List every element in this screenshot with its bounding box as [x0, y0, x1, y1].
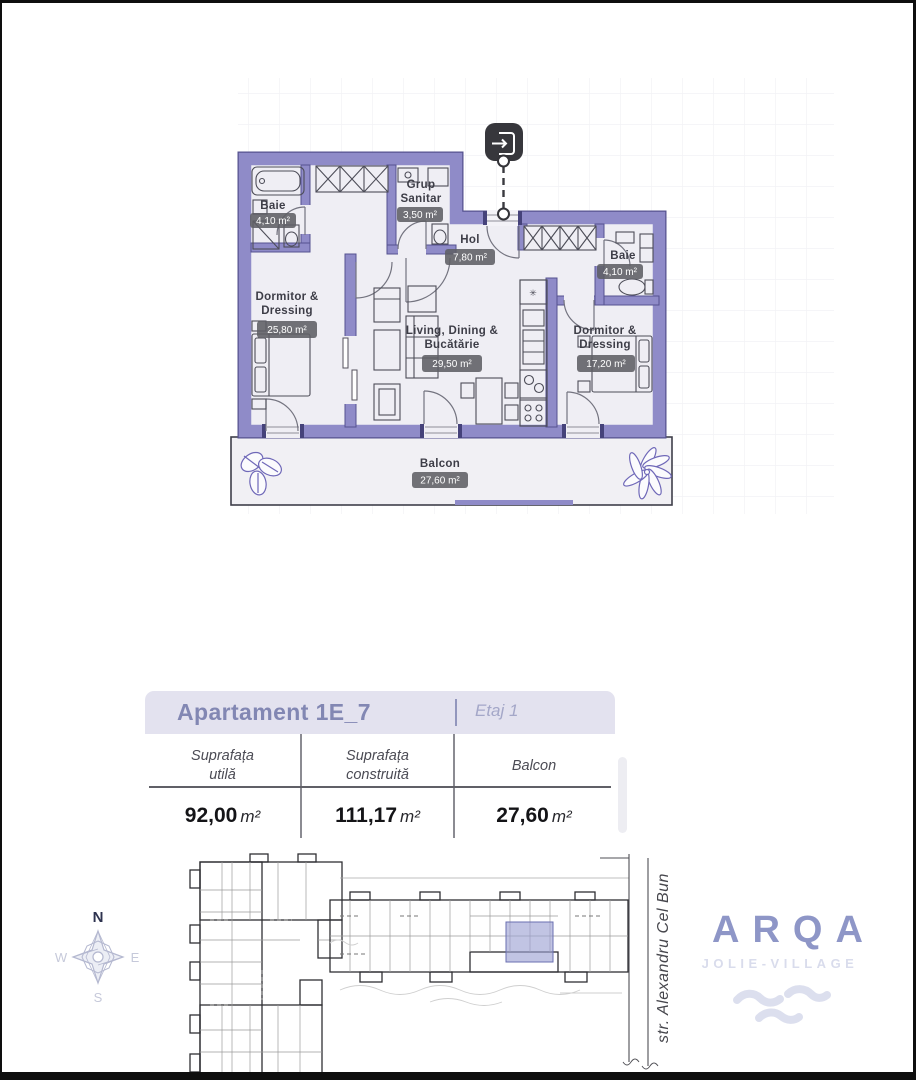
room-area-dorm-right: 17,20 m² [586, 359, 626, 370]
apartment-title: Apartament 1E_7 [177, 699, 371, 725]
room-label-dorm-left-1: Dormitor & [255, 291, 319, 303]
room-label-dorm-right-2: Dressing [579, 339, 631, 351]
compass-s: S [93, 990, 103, 1005]
balcony [231, 437, 672, 505]
room-label-baie-left: Baie [260, 200, 286, 212]
room-area-dorm-left: 25,80 m² [267, 325, 307, 336]
compass-w: W [54, 950, 68, 965]
room-area-grup: 3,50 m² [403, 210, 437, 221]
apartment-info-table [145, 691, 615, 838]
pocket-door-leaf [352, 370, 357, 400]
info-table-body [145, 734, 615, 838]
room-label-dorm-left-2: Dressing [261, 305, 313, 317]
room-label-living-1: Living, Dining & [405, 325, 499, 337]
col1-label-line1: Suprafața [191, 748, 254, 765]
col3-label-line1: Balcon [511, 757, 557, 774]
side-accent-pill [618, 757, 627, 833]
site-building-left [190, 854, 342, 1080]
brand-name: ARQA [712, 909, 876, 951]
col2-unit: m² [400, 807, 420, 826]
svg-text:✳: ✳ [529, 288, 537, 298]
highlighted-unit [506, 922, 553, 962]
room-label-baie-right: Baie [610, 250, 636, 262]
brand-logo [702, 909, 876, 1020]
col1-value: 92,00 [184, 804, 238, 827]
room-label-hol: Hol [460, 234, 480, 246]
col3-unit: m² [551, 807, 572, 826]
col2-label-line1: Suprafața [346, 748, 409, 765]
brand-tagline: JOLIE-VILLAGE [701, 956, 859, 971]
room-area-living: 29,50 m² [432, 359, 472, 370]
header-divider [455, 699, 457, 726]
room-label-balcon: Balcon [419, 458, 461, 470]
col1-unit: m² [240, 807, 261, 826]
info-table-header [145, 691, 615, 734]
room-label-living-2: Bucătărie [424, 339, 480, 351]
compass-n: N [92, 909, 104, 926]
room-label-grup-2: Sanitar [400, 193, 442, 205]
room-label-grup-1: Grup [406, 179, 436, 191]
balcony-rail-accent [455, 500, 573, 505]
col2-label-line2: construită [346, 767, 409, 783]
room-area-baie-left: 4,10 m² [256, 216, 290, 227]
col1-label-line2: utilă [209, 767, 236, 783]
site-building-right [330, 878, 629, 1006]
street [600, 854, 672, 1069]
room-area-baie-right: 4,10 m² [603, 267, 637, 278]
wardrobe-right [524, 226, 596, 250]
room-area-hol: 7,80 m² [453, 252, 487, 264]
col2-value: 111,17 [335, 804, 398, 827]
wave-icon [737, 989, 827, 1020]
wardrobe-left [316, 166, 388, 192]
room-area-balcon: 27,60 m² [420, 475, 460, 487]
site-plan-footer [0, 840, 916, 1080]
table-rule [149, 786, 611, 788]
street-label: str. Alexandru Cel Bun [655, 873, 672, 1043]
compass-icon [55, 909, 140, 1005]
col3-value: 27,60 [496, 804, 549, 827]
floor-label: Etaj 1 [475, 701, 519, 720]
compass-e: E [130, 950, 140, 965]
pocket-door-leaf [343, 338, 348, 368]
room-label-dorm-right-1: Dormitor & [573, 325, 637, 337]
